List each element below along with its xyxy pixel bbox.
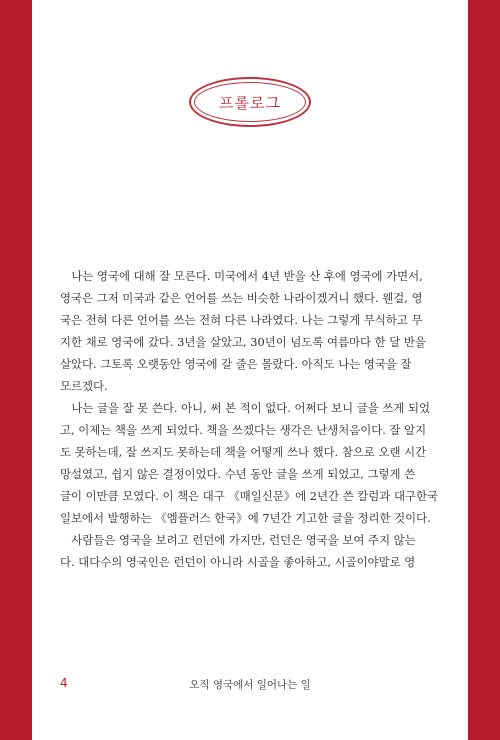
body-text (60, 265, 438, 573)
text-line: 나는 글을 잘 못 쓴다. 아니, 써 본 적이 없다. 어쩌다 보니 글을 쓰게 되었 (60, 401, 431, 415)
text-line: 다. 대다수의 영국인은 런던이 아니라 시골을 좋아하고, 시골이야말로 영 (60, 555, 416, 569)
text-line: 살았다. 그토록 오랫동안 영국에 갈 줄은 몰랐다. 아직도 나는 영국을 잘 (60, 357, 412, 371)
text-line: 망설였고, 쉽지 않은 결정이었다. 수년 동안 글을 쓰게 되었고, 그렇게 쓴 (60, 467, 416, 481)
page-footer (0, 676, 500, 696)
page-number: 4 (60, 676, 68, 690)
right-red-band (468, 0, 500, 740)
text-line: 글이 이만큼 모였다. 이 책은 대구 《매일신문》에 2년간 쓴 칼럼과 대구한국 (60, 489, 438, 503)
title-oval-frame (189, 77, 311, 127)
text-line: 나는 영국에 대해 잘 모른다. 미국에서 4년 반을 산 후에 영국에 가면서, (60, 269, 423, 283)
left-red-band (0, 0, 32, 740)
chapter-title: 프롤로그 (219, 93, 281, 112)
text-line: 일보에서 발행하는 《엠플러스 한국》에 7년간 기고한 글을 정리한 것이다. (60, 511, 431, 525)
text-line: 사람들은 영국을 보려고 런던에 가지만, 런던은 영국을 보여 주지 않는 (60, 533, 416, 547)
text-line: 지한 채로 영국에 갔다. 3년을 살았고, 30년이 넘도록 여름마다 한 달 반을 (60, 335, 426, 349)
text-line: 도 못하는데, 잘 쓰지도 못하는데 책을 어떻게 쓰나 했다. 참으로 오랜 시간 (60, 445, 427, 459)
text-line: 고, 이제는 책을 쓰게 되었다. 책을 쓰겠다는 생각은 난생처음이다. 잘 알지 (60, 423, 427, 437)
running-title: 오직 영국에서 일어나는 일 (189, 679, 311, 691)
text-line: 모르겠다. (60, 379, 108, 393)
text-line: 영국은 그저 미국과 같은 언어를 쓰는 비슷한 나라이겠거니 했다. 웬걸, 영 (60, 291, 423, 305)
text-line: 국은 전혀 다른 언어를 쓰는 전혀 다른 나라였다. 나는 그렇게 무식하고 무 (60, 313, 423, 327)
